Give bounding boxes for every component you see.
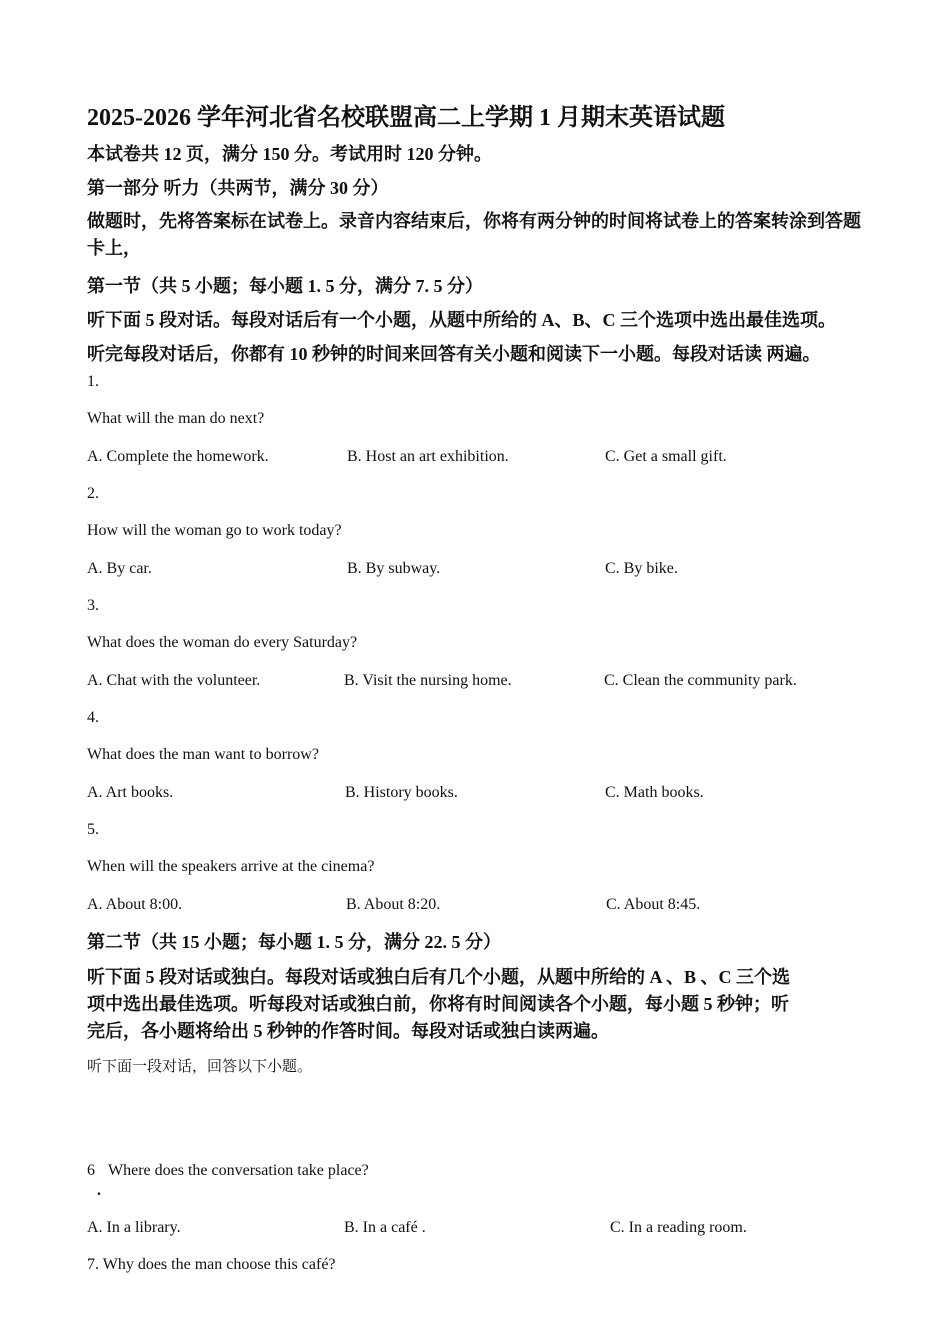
exam-info: 本试卷共 12 页，满分 150 分。考试用时 120 分钟。 <box>87 144 492 164</box>
option-c: C. In a reading room. <box>610 1219 747 1236</box>
option-b: B. About 8:20. <box>346 896 441 913</box>
question-dot: . <box>97 1182 101 1199</box>
question-text: 7. Why does the man choose this café? <box>87 1256 336 1273</box>
section1-heading: 第一节（共 5 小题；每小题 1. 5 分，满分 7. 5 分） <box>87 276 483 296</box>
part1-heading: 第一部分 听力（共两节，满分 30 分） <box>87 178 389 198</box>
option-a: A. Art books. <box>87 784 174 801</box>
question-text: Where does the conversation take place? <box>108 1162 369 1179</box>
question-text: When will the speakers arrive at the cinema? <box>87 858 375 875</box>
question-text: What will the man do next? <box>87 410 265 427</box>
question-number: 1. <box>87 373 99 390</box>
option-a: A. By car. <box>87 560 152 577</box>
question-text: How will the woman go to work today? <box>87 522 342 539</box>
option-c: C. Get a small gift. <box>605 448 727 465</box>
section1-instructions-line1: 听下面 5 段对话。每段对话后有一个小题，从题中所给的 A、B、C 三个选项中选出最佳选项。 <box>87 310 836 330</box>
question-number: 4. <box>87 709 99 726</box>
option-a: A. Complete the homework. <box>87 448 269 465</box>
section1-instructions-line2: 听完每段对话后，你都有 10 秒钟的时间来回答有关小题和阅读下一小题。每段对话读 两遍。 <box>87 344 821 364</box>
question-number: 2. <box>87 485 99 502</box>
section2-heading: 第二节（共 15 小题；每小题 1. 5 分，满分 22. 5 分） <box>87 932 501 952</box>
part1-instructions: 做题时，先将答案标在试卷上。录音内容结束后，你将有两分钟的时间将试卷上的答案转涂到答题卡上， <box>87 211 861 258</box>
section2-instructions-line1: 听下面 5 段对话或独白。每段对话或独白后有几个小题，从题中所给的 A 、B 、C 三个选 <box>87 967 791 987</box>
question-number: 5. <box>87 821 99 838</box>
section2-instructions-line3: 完后，各小题将给出 5 秒钟的作答时间。每段对话或独白读两遍。 <box>87 1021 609 1041</box>
section2-instructions-line2: 项中选出最佳选项。听每段对话或独白前，你将有时间阅读各个小题，每小题 5 秒钟；听 <box>87 994 789 1014</box>
question-number: 3. <box>87 597 99 614</box>
option-b: B. Host an art exhibition. <box>347 448 509 465</box>
option-b: B. Visit the nursing home. <box>344 672 512 689</box>
option-a: A. About 8:00. <box>87 896 183 913</box>
dialogue-note: 听下面一段对话，回答以下小题。 <box>87 1059 313 1075</box>
question-number: 6 <box>87 1162 95 1179</box>
option-b: B. History books. <box>345 784 458 801</box>
option-b: B. By subway. <box>347 560 441 577</box>
option-c: C. Math books. <box>605 784 704 801</box>
option-b: B. In a café . <box>344 1219 426 1236</box>
option-c: C. By bike. <box>605 560 678 577</box>
option-c: C. Clean the community park. <box>604 672 797 689</box>
question-text: What does the man want to borrow? <box>87 746 319 763</box>
option-c: C. About 8:45. <box>606 896 701 913</box>
option-a: A. In a library. <box>87 1219 181 1236</box>
exam-title: 2025-2026 学年河北省名校联盟高二上学期 1 月期末英语试题 <box>87 105 725 131</box>
question-text: What does the woman do every Saturday? <box>87 634 358 651</box>
option-a: A. Chat with the volunteer. <box>87 672 261 689</box>
